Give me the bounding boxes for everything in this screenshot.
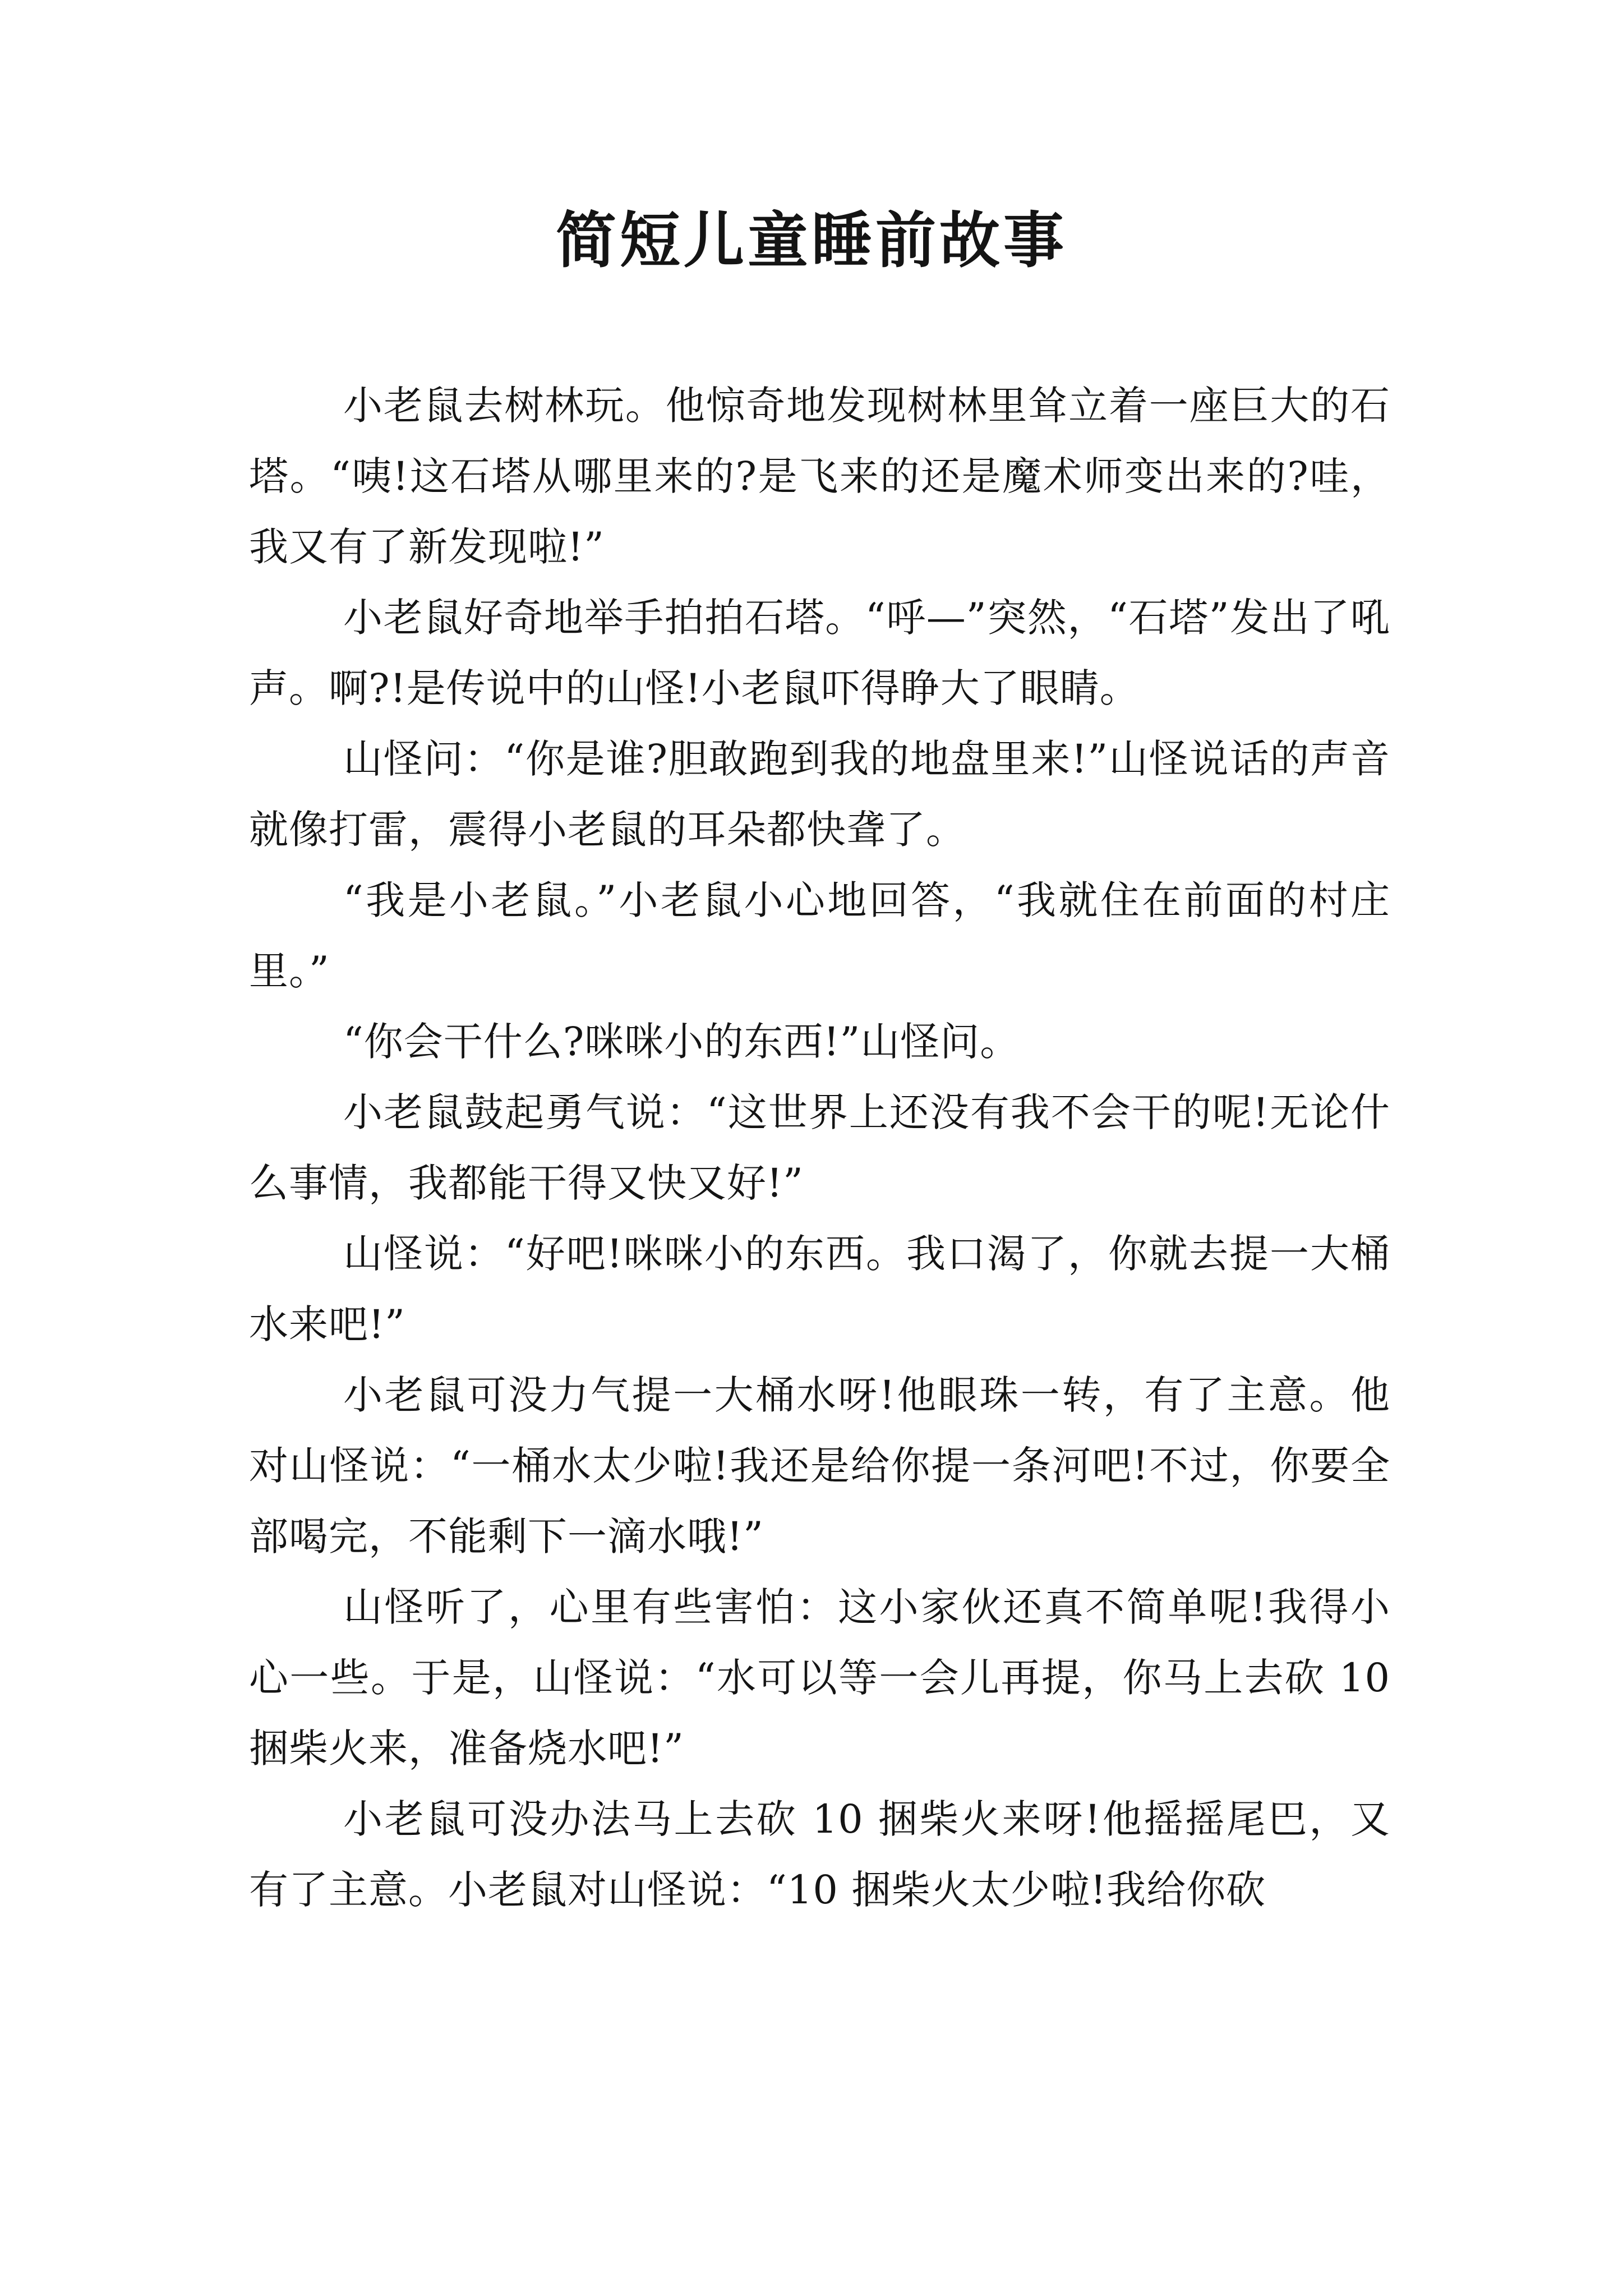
document-title: 简短儿童睡前故事: [555, 206, 1067, 276]
paragraph: 小老鼠可没力气提一大桶水呀!他眼珠一转，有了主意。他对山怪说：“一桶水太少啦!我还是给你提一条河吧!不过，你要全部喝完，不能剩下一滴水哦!”: [249, 1372, 1390, 1559]
paragraph: 小老鼠鼓起勇气说：“这世界上还没有我不会干的呢!无论什么事情，我都能干得又快又好!”: [249, 1089, 1390, 1206]
document-body: [249, 370, 1390, 1925]
paragraph: “你会干什么?咪咪小的东西!”山怪问。: [343, 1019, 1020, 1065]
paragraph: 小老鼠可没办法马上去砍 10 捆柴火来呀!他摇摇尾巴，又有了主意。小老鼠对山怪说：“10 捆柴火太少啦!我给你砍: [249, 1796, 1390, 1913]
paragraph: “我是小老鼠。”小老鼠小心地回答，“我就住在前面的村庄里。”: [249, 877, 1390, 994]
paragraph: 山怪问：“你是谁?胆敢跑到我的地盘里来!”山怪说话的声音就像打雷，震得小老鼠的耳朵都快聋了。: [249, 736, 1390, 853]
paragraph: 山怪听了，心里有些害怕：这小家伙还真不简单呢!我得小心一些。于是，山怪说：“水可以等一会儿再提，你马上去砍 10 捆柴火来，准备烧水吧!”: [249, 1584, 1390, 1772]
paragraph: 小老鼠去树林玩。他惊奇地发现树林里耸立着一座巨大的石塔。“咦!这石塔从哪里来的?是飞来的还是魔术师变出来的?哇，我又有了新发现啦!”: [249, 383, 1390, 570]
paragraph: 山怪说：“好吧!咪咪小的东西。我口渴了，你就去提一大桶水来吧!”: [249, 1231, 1390, 1347]
paragraph: 小老鼠好奇地举手拍拍石塔。“呼—”突然，“石塔”发出了吼声。啊?!是传说中的山怪!小老鼠吓得睁大了眼睛。: [249, 595, 1390, 711]
